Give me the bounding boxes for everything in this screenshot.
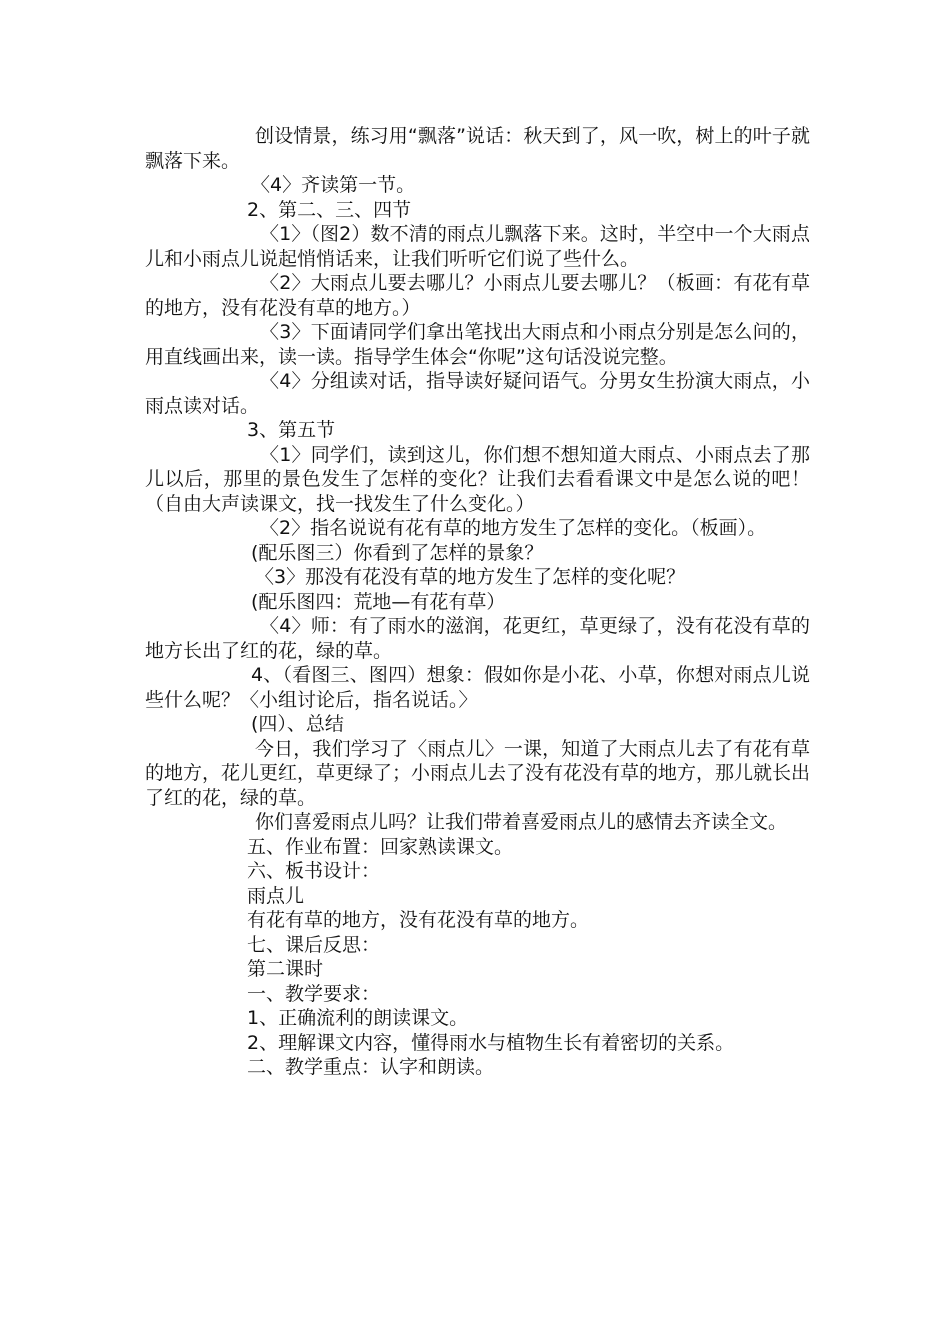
heading-sections-two-to-four: 2、第二、三、四节 xyxy=(247,198,412,221)
heading-summary: (四）、总结 xyxy=(251,713,344,735)
heading-reflection: 七、课后反思： xyxy=(247,933,381,956)
paragraph-section-five-step-4: 〈4〉师：有了雨水的滋润，花更红，草更绿了，没有花没有草的地方长出了红的花，绿的草。 xyxy=(145,615,810,662)
paragraph-read-aloud: 你们喜爱雨点儿吗？让我们带着喜爱雨点儿的感情去齐读全文。 xyxy=(255,811,788,833)
requirement-item-2: 2、理解课文内容，懂得雨水与植物生长有着密切的关系。 xyxy=(247,1031,735,1054)
paragraph-section-five-step-3: 〈3〉那没有花没有草的地方发生了怎样的变化呢？ xyxy=(255,566,686,588)
paragraph-music-picture-three: (配乐图三）你看到了怎样的景象？ xyxy=(251,541,544,564)
heading-second-lesson: 第二课时 xyxy=(247,958,324,980)
heading-teaching-requirements: 一、教学要求： xyxy=(247,982,381,1005)
heading-teaching-focus: 二、教学重点：认字和朗读。 xyxy=(247,1056,495,1078)
paragraph-step-4: 〈4〉分组读对话，指导读好疑问语气。分男女生扮演大雨点，小雨点读对话。 xyxy=(145,370,810,417)
paragraph-section-five-step-2: 〈2〉指名说说有花有草的地方发生了怎样的变化。（板画）。 xyxy=(260,517,767,539)
paragraph-section-five-step-1: 〈1〉同学们，读到这儿，你们想不想知道大雨点、小雨点去了那儿以后，那里的景色发生了怎样的变化？让我们去看看课文中是怎么说的吧！（自由大声读课文，找一找发生了什么变化。） xyxy=(145,443,810,515)
paragraph-step-3: 〈3〉下面请同学们拿出笔找出大雨点和小雨点分别是怎么问的，用直线画出来，读一读。指导学生体会“你呢”这句话没说完整。 xyxy=(145,321,810,368)
heading-board-design: 六、板书设计： xyxy=(247,860,381,882)
heading-homework: 五、作业布置：回家熟读课文。 xyxy=(247,835,514,858)
board-content: 有花有草的地方，没有花没有草的地方。 xyxy=(247,909,590,931)
paragraph-read-section-one: 〈4〉齐读第一节。 xyxy=(251,174,416,196)
paragraph-summary: 今日，我们学习了〈雨点儿〉一课，知道了大雨点儿去了有花有草的地方，花儿更红，草更绿了；小雨点儿去了没有花没有草的地方，那儿就长出了红的花，绿的草。 xyxy=(145,737,811,809)
requirement-item-1: 1、正确流利的朗读课文。 xyxy=(247,1007,469,1029)
heading-section-five: 3、第五节 xyxy=(247,419,336,441)
paragraph-music-picture-four: (配乐图四：荒地—有花有草） xyxy=(251,590,506,613)
paragraph-scene-practice: 创设情景，练习用“飘落”说话：秋天到了，风一吹，树上的叶子就飘落下来。 xyxy=(145,125,810,172)
document-body xyxy=(145,124,810,1080)
paragraph-imagination: 4、（看图三、图四）想象：假如你是小花、小草，你想对雨点儿说些什么呢？〈小组讨论后，指名说话。〉 xyxy=(145,664,810,711)
paragraph-step-1: 〈1〉（图2）数不清的雨点儿飘落下来。这时，半空中一个大雨点儿和小雨点儿说起悄悄话来，让我们听听它们说了些什么。 xyxy=(145,223,810,270)
board-title: 雨点儿 xyxy=(247,884,305,907)
paragraph-step-2: 〈2〉大雨点儿要去哪儿？小雨点儿要去哪儿？（板画：有花有草的地方，没有花没有草的地方。） xyxy=(145,272,810,319)
